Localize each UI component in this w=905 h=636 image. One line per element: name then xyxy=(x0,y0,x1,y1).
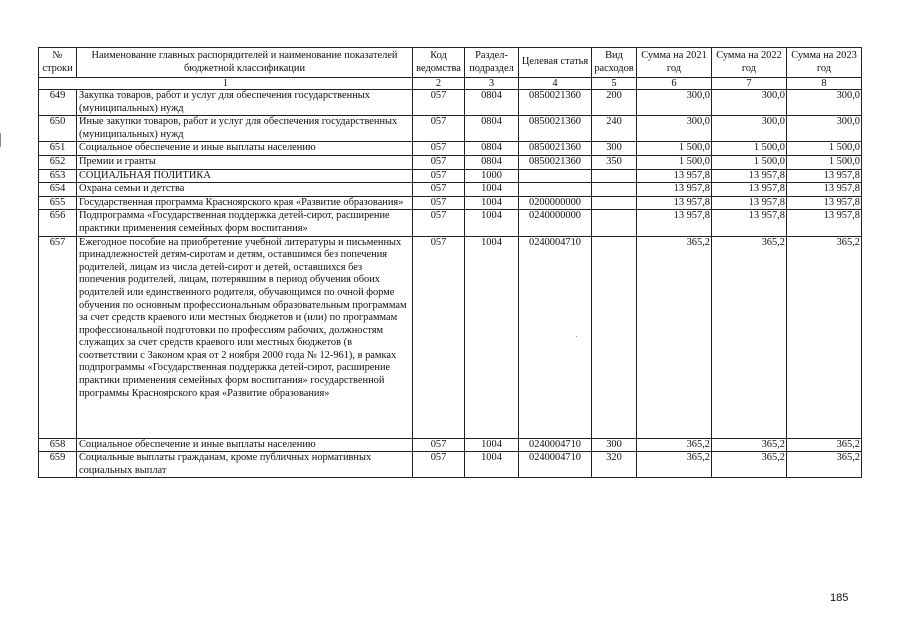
table-row xyxy=(39,90,862,116)
row-target: 0240004710 xyxy=(519,452,592,478)
row-expense xyxy=(592,236,637,438)
row-sum-2022: 13 957,8 xyxy=(712,169,787,183)
row-sum-2023: 1 500,0 xyxy=(787,155,862,169)
row-sum-2021: 365,2 xyxy=(637,438,712,452)
budget-table xyxy=(38,47,862,478)
row-sum-2022: 365,2 xyxy=(712,236,787,438)
table-row xyxy=(39,236,862,438)
row-name: Иные закупки товаров, работ и услуг для обеспечения государственных (муниципальных) нужд xyxy=(77,116,413,142)
row-sum-2023: 13 957,8 xyxy=(787,210,862,236)
row-number: 650 xyxy=(39,116,77,142)
row-sum-2023: 300,0 xyxy=(787,90,862,116)
row-expense: 300 xyxy=(592,438,637,452)
row-sum-2021: 365,2 xyxy=(637,452,712,478)
row-sum-2021: 300,0 xyxy=(637,116,712,142)
row-expense: 350 xyxy=(592,155,637,169)
header-sum-2022: Сумма на 2022 год xyxy=(712,48,787,78)
row-sum-2021: 1 500,0 xyxy=(637,155,712,169)
row-sum-2021: 13 957,8 xyxy=(637,183,712,197)
row-expense xyxy=(592,210,637,236)
row-dept: 057 xyxy=(413,169,465,183)
row-name: Охрана семьи и детства xyxy=(77,183,413,197)
row-section: 1004 xyxy=(465,183,519,197)
row-number: 655 xyxy=(39,196,77,210)
col-number: 4 xyxy=(519,78,592,90)
row-dept: 057 xyxy=(413,183,465,197)
header-name: Наименование главных распорядителей и наименование показателей бюджетной классификации xyxy=(77,48,413,78)
row-target: 0240004710 xyxy=(519,236,592,438)
row-sum-2022: 1 500,0 xyxy=(712,155,787,169)
row-name: Подпрограмма «Государственная поддержка детей-сирот, расширение практики применения семейных форм воспитания» xyxy=(77,210,413,236)
row-name: Премии и гранты xyxy=(77,155,413,169)
row-sum-2022: 365,2 xyxy=(712,438,787,452)
row-section: 1004 xyxy=(465,452,519,478)
row-expense: 240 xyxy=(592,116,637,142)
row-expense: 200 xyxy=(592,90,637,116)
row-sum-2023: 365,2 xyxy=(787,452,862,478)
row-dept: 057 xyxy=(413,210,465,236)
row-section: 1004 xyxy=(465,210,519,236)
col-number: 5 xyxy=(592,78,637,90)
scan-edge-mark xyxy=(0,133,1,147)
row-name: Государственная программа Красноярского края «Развитие образования» xyxy=(77,196,413,210)
row-section: 0804 xyxy=(465,90,519,116)
row-number: 657 xyxy=(39,236,77,438)
row-target: 0850021360 xyxy=(519,142,592,156)
row-sum-2022: 13 957,8 xyxy=(712,210,787,236)
row-name: СОЦИАЛЬНАЯ ПОЛИТИКА xyxy=(77,169,413,183)
row-section: 0804 xyxy=(465,155,519,169)
page-number: 185 xyxy=(830,592,849,604)
row-sum-2023: 13 957,8 xyxy=(787,183,862,197)
table-row xyxy=(39,452,862,478)
table-row xyxy=(39,169,862,183)
header-target: Целевая статья xyxy=(519,48,592,78)
row-target: 0200000000 xyxy=(519,196,592,210)
row-target xyxy=(519,169,592,183)
row-name: Социальное обеспечение и иные выплаты населению xyxy=(77,142,413,156)
row-dept: 057 xyxy=(413,142,465,156)
row-sum-2021: 1 500,0 xyxy=(637,142,712,156)
header-dept: Код ведомства xyxy=(413,48,465,78)
table-header-row xyxy=(39,48,862,78)
table-row xyxy=(39,438,862,452)
col-number: 8 xyxy=(787,78,862,90)
header-sum-2021: Сумма на 2021 год xyxy=(637,48,712,78)
col-number: 2 xyxy=(413,78,465,90)
col-number: 7 xyxy=(712,78,787,90)
row-section: 1004 xyxy=(465,196,519,210)
col-number: 3 xyxy=(465,78,519,90)
row-target: 0850021360 xyxy=(519,116,592,142)
row-expense: 300 xyxy=(592,142,637,156)
row-sum-2022: 13 957,8 xyxy=(712,196,787,210)
row-sum-2021: 365,2 xyxy=(637,236,712,438)
table-row xyxy=(39,155,862,169)
row-section: 0804 xyxy=(465,142,519,156)
row-dept: 057 xyxy=(413,90,465,116)
row-dept: 057 xyxy=(413,236,465,438)
row-target: 0240004710 xyxy=(519,438,592,452)
table-row xyxy=(39,116,862,142)
row-section: 1004 xyxy=(465,236,519,438)
row-target: 0850021360 xyxy=(519,90,592,116)
row-target xyxy=(519,183,592,197)
row-sum-2023: 1 500,0 xyxy=(787,142,862,156)
row-sum-2021: 300,0 xyxy=(637,90,712,116)
row-sum-2023: 365,2 xyxy=(787,236,862,438)
col-number: 1 xyxy=(39,78,413,90)
row-expense xyxy=(592,196,637,210)
row-number: 652 xyxy=(39,155,77,169)
row-sum-2022: 13 957,8 xyxy=(712,183,787,197)
row-dept: 057 xyxy=(413,196,465,210)
row-sum-2023: 365,2 xyxy=(787,438,862,452)
row-sum-2022: 300,0 xyxy=(712,116,787,142)
column-number-row xyxy=(39,78,862,90)
col-number: 6 xyxy=(637,78,712,90)
row-target: 0850021360 xyxy=(519,155,592,169)
row-number: 658 xyxy=(39,438,77,452)
row-name: Ежегодное пособие на приобретение учебной литературы и письменных принадлежностей детям-сиротам и детям, оставшимся без попечения родителей, лицам из числа детей-сирот и детей, оставшихся без попечения родителей, лицам, потерявшим в период обучения обоих родителей или единственного родителя, обучающимся по очной форме обучения по основным профессиональным образовательным программам за счет средств краевого или местных бюджетов и (или) по программам профессиональной подготовки по профессиям рабочих, должностям служащих за счет средств краевого или местных бюджетов (в соответствии с Законом края от 2 ноября 2000 года № 12-961), в рамках подпрограммы «Государственная поддержка детей-сирот, расширение практики применения семейных форм воспитания» государственной программы Красноярского края «Развитие образования» xyxy=(77,236,413,438)
header-row-no: № строки xyxy=(39,48,77,78)
row-number: 659 xyxy=(39,452,77,478)
row-number: 649 xyxy=(39,90,77,116)
row-name: Социальные выплаты гражданам, кроме публичных нормативных социальных выплат xyxy=(77,452,413,478)
table-row xyxy=(39,196,862,210)
row-number: 653 xyxy=(39,169,77,183)
row-sum-2021: 13 957,8 xyxy=(637,169,712,183)
row-sum-2021: 13 957,8 xyxy=(637,196,712,210)
row-dept: 057 xyxy=(413,116,465,142)
row-sum-2023: 13 957,8 xyxy=(787,169,862,183)
row-sum-2022: 1 500,0 xyxy=(712,142,787,156)
row-sum-2023: 300,0 xyxy=(787,116,862,142)
row-sum-2021: 13 957,8 xyxy=(637,210,712,236)
row-sum-2022: 365,2 xyxy=(712,452,787,478)
header-sum-2023: Сумма на 2023 год xyxy=(787,48,862,78)
header-section: Раздел-подраздел xyxy=(465,48,519,78)
row-section: 1000 xyxy=(465,169,519,183)
table-row xyxy=(39,142,862,156)
row-dept: 057 xyxy=(413,155,465,169)
row-expense: 320 xyxy=(592,452,637,478)
table-row xyxy=(39,210,862,236)
row-expense xyxy=(592,169,637,183)
row-dept: 057 xyxy=(413,452,465,478)
table-row xyxy=(39,183,862,197)
header-expense: Вид расходов xyxy=(592,48,637,78)
row-expense xyxy=(592,183,637,197)
row-dept: 057 xyxy=(413,438,465,452)
row-section: 1004 xyxy=(465,438,519,452)
row-section: 0804 xyxy=(465,116,519,142)
row-number: 651 xyxy=(39,142,77,156)
row-name: Закупка товаров, работ и услуг для обеспечения государственных (муниципальных) нужд xyxy=(77,90,413,116)
row-sum-2023: 13 957,8 xyxy=(787,196,862,210)
row-name: Социальное обеспечение и иные выплаты населению xyxy=(77,438,413,452)
row-number: 654 xyxy=(39,183,77,197)
row-sum-2022: 300,0 xyxy=(712,90,787,116)
row-number: 656 xyxy=(39,210,77,236)
row-target: 0240000000 xyxy=(519,210,592,236)
